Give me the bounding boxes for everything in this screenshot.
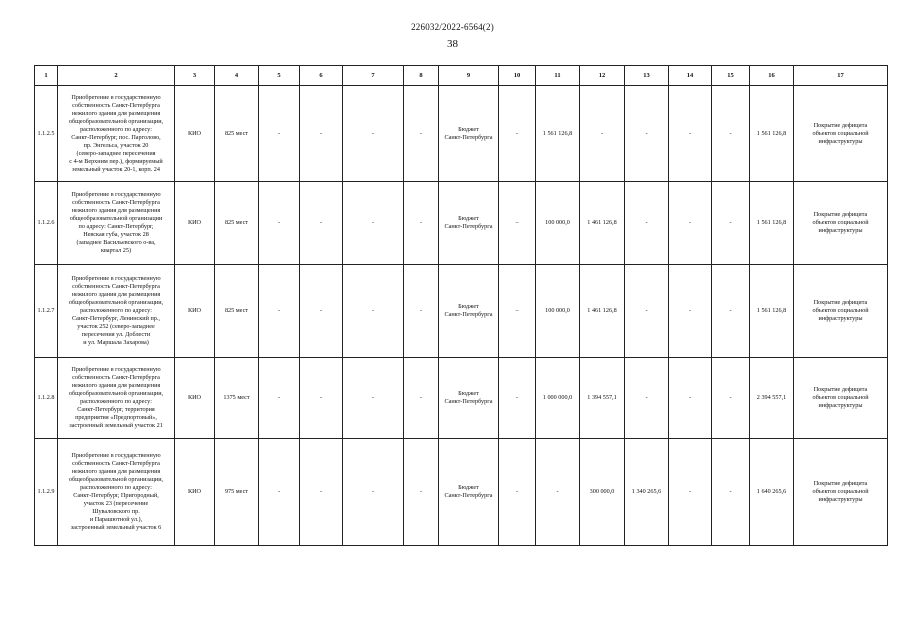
row-description-line: с 4-м Верхним пер.), формируемый bbox=[69, 157, 163, 165]
cell-c8: - bbox=[404, 182, 439, 265]
cell-c7: - bbox=[343, 182, 404, 265]
cell-c17-line: объектов социальной bbox=[812, 488, 869, 495]
row-description-line: по адресу: Санкт-Петербург, bbox=[78, 223, 154, 230]
cell-c8: - bbox=[404, 439, 439, 546]
column-header-row bbox=[35, 66, 888, 86]
cell-c12: 1 461 126,8 bbox=[580, 265, 625, 358]
row-description-line: Санкт-Петербург, Ленинский пр., bbox=[72, 315, 160, 322]
cell-c11: - bbox=[536, 439, 580, 546]
cell-c4: 1375 мест bbox=[215, 358, 259, 439]
row-description-line: Приобретение в государственную bbox=[71, 93, 161, 101]
row-description bbox=[58, 86, 175, 182]
cell-c9-line: Санкт-Петербурга bbox=[444, 492, 493, 499]
table-body bbox=[35, 86, 888, 546]
row-description-line: общеобразовательной организации, bbox=[68, 390, 164, 397]
cell-c5: - bbox=[259, 265, 300, 358]
cell-c11: 100 000,0 bbox=[536, 182, 580, 265]
cell-c9-line: Санкт-Петербурга bbox=[444, 398, 493, 405]
cell-c6: - bbox=[300, 358, 343, 439]
page-number: 38 bbox=[447, 38, 458, 50]
cell-c6: - bbox=[300, 86, 343, 182]
row-description-line: и ул. Маршала Захарова) bbox=[83, 339, 149, 346]
cell-c12: 300 000,0 bbox=[580, 439, 625, 546]
cell-c10: - bbox=[499, 86, 536, 182]
cell-c10: – bbox=[499, 182, 536, 265]
cell-c5: - bbox=[259, 182, 300, 265]
cell-c9-line: Санкт-Петербурга bbox=[444, 223, 493, 230]
column-header-11: 11 bbox=[536, 66, 580, 86]
row-description bbox=[58, 358, 175, 439]
cell-c4: 825 мест bbox=[215, 182, 259, 265]
row-description-line: нежилого здания для размещения bbox=[71, 207, 161, 214]
column-header-12: 12 bbox=[580, 66, 625, 86]
cell-c11: 1 000 000,0 bbox=[536, 358, 580, 439]
column-header-9: 9 bbox=[439, 66, 499, 86]
row-description-line: квартал 25) bbox=[100, 247, 132, 254]
cell-c13: 1 340 265,6 bbox=[625, 439, 669, 546]
table-row bbox=[35, 182, 888, 265]
cell-c9 bbox=[439, 265, 499, 358]
cell-c9 bbox=[439, 358, 499, 439]
cell-c9 bbox=[439, 439, 499, 546]
row-description-line: и Парашютной ул.), bbox=[89, 516, 143, 523]
cell-c13: - bbox=[625, 86, 669, 182]
column-header-2: 2 bbox=[58, 66, 175, 86]
cell-c13: - bbox=[625, 265, 669, 358]
program-table bbox=[34, 65, 888, 546]
cell-c11: 100 000,0 bbox=[536, 265, 580, 358]
row-description-line: Санкт-Петербург, Пригородный, bbox=[73, 492, 159, 499]
row-description-line: застроенный земельный участок 21 bbox=[69, 422, 163, 429]
cell-c9-line: Бюджет bbox=[458, 484, 479, 491]
cell-c14: - bbox=[669, 358, 712, 439]
cell-c15: - bbox=[712, 358, 750, 439]
cell-c17-line: инфраструктуры bbox=[818, 227, 863, 234]
row-description-line: Санкт-Петербург, территория bbox=[77, 406, 155, 413]
cell-c17-line: инфраструктуры bbox=[818, 496, 863, 503]
cell-c16: 2 394 557,1 bbox=[750, 358, 794, 439]
row-description-line: нежилого здания для размещения bbox=[71, 291, 161, 298]
row-description-line: расположенного по адресу: bbox=[80, 398, 152, 405]
row-description-line: нежилого здания для размещения bbox=[71, 382, 161, 389]
cell-c17-line: Покрытие дефицита bbox=[813, 211, 868, 218]
cell-c6: - bbox=[300, 439, 343, 546]
cell-c13: - bbox=[625, 358, 669, 439]
row-description-line: Приобретение в государственную bbox=[71, 366, 161, 373]
document-id: 226032/2022-6564(2) bbox=[411, 22, 494, 32]
cell-c3: КИО bbox=[175, 265, 215, 358]
cell-c12: 1 461 126,8 bbox=[580, 182, 625, 265]
cell-c14: - bbox=[669, 265, 712, 358]
cell-c16: 1 561 126,8 bbox=[750, 86, 794, 182]
cell-c9-line: Санкт-Петербурга bbox=[444, 133, 493, 141]
cell-c15: - bbox=[712, 439, 750, 546]
row-number: 1.1.2.8 bbox=[35, 358, 58, 439]
row-description bbox=[58, 182, 175, 265]
column-header-1: 1 bbox=[35, 66, 58, 86]
cell-c12: - bbox=[580, 86, 625, 182]
row-description-line: расположенного по адресу: bbox=[80, 484, 152, 491]
row-description-line: собственность Санкт-Петербурга bbox=[72, 101, 160, 109]
cell-c15: - bbox=[712, 86, 750, 182]
cell-c17-line: инфраструктуры bbox=[818, 137, 863, 145]
cell-c17-line: объектов социальной bbox=[812, 307, 869, 314]
cell-c10: - bbox=[499, 439, 536, 546]
column-header-8: 8 bbox=[404, 66, 439, 86]
cell-c4: 825 мест bbox=[215, 86, 259, 182]
cell-c17 bbox=[794, 182, 888, 265]
cell-c17-line: Покрытие дефицита bbox=[813, 480, 868, 487]
row-description-line: Невская губа, участок 28 bbox=[83, 231, 149, 238]
cell-c10: - bbox=[499, 358, 536, 439]
row-description-line: собственность Санкт-Петербурга bbox=[72, 374, 160, 381]
cell-c11: 1 561 126,8 bbox=[536, 86, 580, 182]
cell-c10: – bbox=[499, 265, 536, 358]
cell-c5: - bbox=[259, 86, 300, 182]
cell-c15: - bbox=[712, 265, 750, 358]
row-description-line: собственность Санкт-Петербурга bbox=[72, 460, 160, 467]
cell-c17-line: объектов социальной bbox=[812, 394, 869, 401]
cell-c16: 1 640 265,6 bbox=[750, 439, 794, 546]
row-description-line: (западнее Васильевского о-ва, bbox=[76, 239, 156, 246]
cell-c17 bbox=[794, 265, 888, 358]
cell-c14: - bbox=[669, 86, 712, 182]
column-header-10: 10 bbox=[499, 66, 536, 86]
cell-c3: КИО bbox=[175, 86, 215, 182]
cell-c8: - bbox=[404, 86, 439, 182]
row-description-line: расположенного по адресу: bbox=[80, 125, 152, 133]
column-header-16: 16 bbox=[750, 66, 794, 86]
cell-c5: - bbox=[259, 439, 300, 546]
cell-c9-line: Бюджет bbox=[458, 390, 479, 397]
column-header-5: 5 bbox=[259, 66, 300, 86]
row-description-line: (северо-западнее пересечения bbox=[76, 149, 156, 157]
column-header-14: 14 bbox=[669, 66, 712, 86]
cell-c6: - bbox=[300, 265, 343, 358]
cell-c4: 975 мест bbox=[215, 439, 259, 546]
cell-c3: КИО bbox=[175, 439, 215, 546]
column-header-17: 17 bbox=[794, 66, 888, 86]
row-description-line: пр. Энгельса, участок 20 bbox=[83, 141, 149, 149]
cell-c17-line: Покрытие дефицита bbox=[813, 386, 868, 393]
cell-c4: 825 мест bbox=[215, 265, 259, 358]
cell-c13: - bbox=[625, 182, 669, 265]
row-description-line: общеобразовательной организации bbox=[69, 215, 163, 222]
row-description-line: Приобретение в государственную bbox=[71, 275, 161, 282]
row-description-line: застроенный земельный участок 6 bbox=[70, 524, 162, 531]
column-header-6: 6 bbox=[300, 66, 343, 86]
row-number: 1.1.2.5 bbox=[35, 86, 58, 182]
cell-c17 bbox=[794, 86, 888, 182]
cell-c8: - bbox=[404, 265, 439, 358]
row-description-line: участок 23 (пересечение bbox=[83, 500, 149, 507]
column-header-15: 15 bbox=[712, 66, 750, 86]
cell-c17-line: Покрытие дефицита bbox=[813, 299, 868, 306]
cell-c17-line: объектов социальной bbox=[812, 129, 869, 137]
cell-c9-line: Бюджет bbox=[458, 303, 479, 310]
cell-c6: - bbox=[300, 182, 343, 265]
cell-c7: - bbox=[343, 439, 404, 546]
row-description-line: Санкт-Петербург, пос. Парголово, bbox=[71, 133, 161, 141]
cell-c7: - bbox=[343, 358, 404, 439]
cell-c5: - bbox=[259, 358, 300, 439]
cell-c17-line: инфраструктуры bbox=[818, 315, 863, 322]
column-header-13: 13 bbox=[625, 66, 669, 86]
cell-c9 bbox=[439, 86, 499, 182]
cell-c9-line: Бюджет bbox=[458, 215, 479, 222]
table-row bbox=[35, 358, 888, 439]
cell-c3: КИО bbox=[175, 358, 215, 439]
column-header-7: 7 bbox=[343, 66, 404, 86]
row-description-line: Шуваловского пр. bbox=[92, 508, 140, 515]
cell-c16: 1 561 126,8 bbox=[750, 182, 794, 265]
cell-c9 bbox=[439, 182, 499, 265]
row-number: 1.1.2.6 bbox=[35, 182, 58, 265]
row-number: 1.1.2.9 bbox=[35, 439, 58, 546]
row-description-line: земельный участок 20-1, корп. 24 bbox=[72, 165, 160, 173]
column-header-3: 3 bbox=[175, 66, 215, 86]
column-header-4: 4 bbox=[215, 66, 259, 86]
cell-c17 bbox=[794, 439, 888, 546]
cell-c14: - bbox=[669, 439, 712, 546]
cell-c17-line: инфраструктуры bbox=[818, 402, 863, 409]
cell-c9-line: Санкт-Петербурга bbox=[444, 311, 493, 318]
table-row bbox=[35, 86, 888, 182]
row-number: 1.1.2.7 bbox=[35, 265, 58, 358]
row-description-line: пересечения ул. Доблести bbox=[81, 331, 151, 338]
table-row bbox=[35, 265, 888, 358]
row-description-line: Приобретение в государственную bbox=[71, 191, 161, 198]
row-description-line: участок 252 (северо-западнее bbox=[77, 323, 155, 330]
cell-c3: КИО bbox=[175, 182, 215, 265]
cell-c12: 1 394 557,1 bbox=[580, 358, 625, 439]
cell-c8: - bbox=[404, 358, 439, 439]
row-description-line: предприятия «Предпортовый», bbox=[75, 414, 157, 421]
row-description-line: общеобразовательной организации, bbox=[68, 117, 164, 125]
cell-c7: - bbox=[343, 86, 404, 182]
cell-c15: - bbox=[712, 182, 750, 265]
row-description bbox=[58, 265, 175, 358]
cell-c16: 1 561 126,8 bbox=[750, 265, 794, 358]
table-row bbox=[35, 439, 888, 546]
cell-c17-line: объектов социальной bbox=[812, 219, 869, 226]
row-description-line: общеобразовательной организации, bbox=[68, 476, 164, 483]
cell-c17-line: Покрытие дефицита bbox=[813, 121, 868, 129]
row-description-line: нежилого здания для размещения bbox=[71, 109, 161, 117]
row-description-line: Приобретение в государственную bbox=[71, 452, 161, 459]
cell-c14: - bbox=[669, 182, 712, 265]
cell-c17 bbox=[794, 358, 888, 439]
row-description bbox=[58, 439, 175, 546]
row-description-line: общеобразовательной организации, bbox=[68, 299, 164, 306]
row-description-line: нежилого здания для размещения bbox=[71, 468, 161, 475]
row-description-line: расположенного по адресу: bbox=[80, 307, 152, 314]
cell-c7: - bbox=[343, 265, 404, 358]
cell-c9-line: Бюджет bbox=[458, 125, 479, 133]
row-description-line: собственность Санкт-Петербурга bbox=[72, 283, 160, 290]
row-description-line: собственность Санкт-Петербурга bbox=[72, 199, 160, 206]
